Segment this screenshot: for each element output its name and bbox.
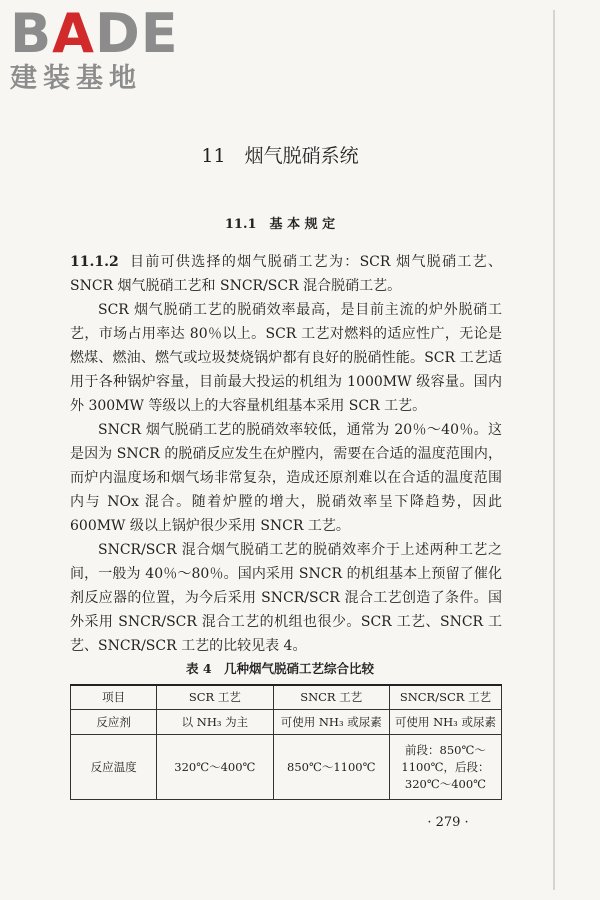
section-title: 11.1 基 本 规 定 [224,217,336,232]
clause-body [70,250,502,658]
table-row [71,710,502,735]
comparison-table [70,684,502,800]
table-header-row [71,685,502,710]
table-row [71,735,502,800]
page-number: · 279 · [427,815,469,830]
table-header-cell: SCR 工艺 [157,685,273,710]
bade-logo [10,2,179,94]
table-header-cell: SNCR/SCR 工艺 [389,685,501,710]
clause-number: 11.1.2 [70,254,119,270]
table-cell: 可使用 NH₃ 或尿素 [273,710,389,735]
table-header-cell: 项目 [71,685,157,710]
table-cell: 可使用 NH₃ 或尿素 [389,710,501,735]
table-cell: 850℃～1100℃ [273,735,389,800]
table-cell: 前段：850℃～1100℃，后段：320℃～400℃ [389,735,501,800]
chapter-title: 11 烟气脱硝系统 [201,145,359,167]
table-cell: 反应温度 [71,735,157,800]
table-cell: 以 NH₃ 为主 [157,710,273,735]
table-header-cell: SNCR 工艺 [273,685,389,710]
paragraph-1: 11.1.2 目前可供选择的烟气脱硝工艺为：SCR 烟气脱硝工艺、SNCR 烟气脱硝工艺和 SNCR/SCR 混合脱硝工艺。 [70,254,502,294]
paragraph-3: SNCR 烟气脱硝工艺的脱硝效率较低，通常为 20％～40％。这是因为 SNCR 的脱硝反应发生在炉膛内，需要在合适的温度范围内，而炉内温度场和烟气场非常复杂，造成还原剂难以在合适的温度范围内与 NOx 混合。随着炉膛的增大，脱硝效率呈下降趋势，因此 600MW 级以上锅炉很少采用 SNCR 工艺。 [70,422,502,534]
logo-subtitle: 建装基地 [10,63,142,94]
table-cell: 320℃～400℃ [157,735,273,800]
paragraph-4: SNCR/SCR 混合烟气脱硝工艺的脱硝效率介于上述两种工艺之间，一般为 40％～80％。国内采用 SNCR 的机组基本上预留了催化剂反应器的位置，为今后采用 SNCR/SCR 混合工艺创造了条件。国外采用 SNCR/SCR 混合工艺的机组也很少。SCR 工艺、SNCR 工艺、SNCR/SCR 工艺的比较见表 4。 [70,542,502,654]
logo-wordmark: BADE [10,2,179,65]
table-cell: 反应剂 [71,710,157,735]
paragraph-2: SCR 烟气脱硝工艺的脱硝效率最高，是目前主流的炉外脱硝工艺，市场占用率达 80％以上。SCR 工艺对燃料的适应性广，无论是燃煤、燃油、燃气或垃圾焚烧锅炉都有良好的脱硝性能。SCR 工艺适用于各种锅炉容量，目前最大投运的机组为 1000MW 级容量。国内外 300MW 等级以上的大容量机组基本采用 SCR 工艺。 [70,302,502,414]
table-caption: 表 4 几种烟气脱硝工艺综合比较 [185,661,375,676]
